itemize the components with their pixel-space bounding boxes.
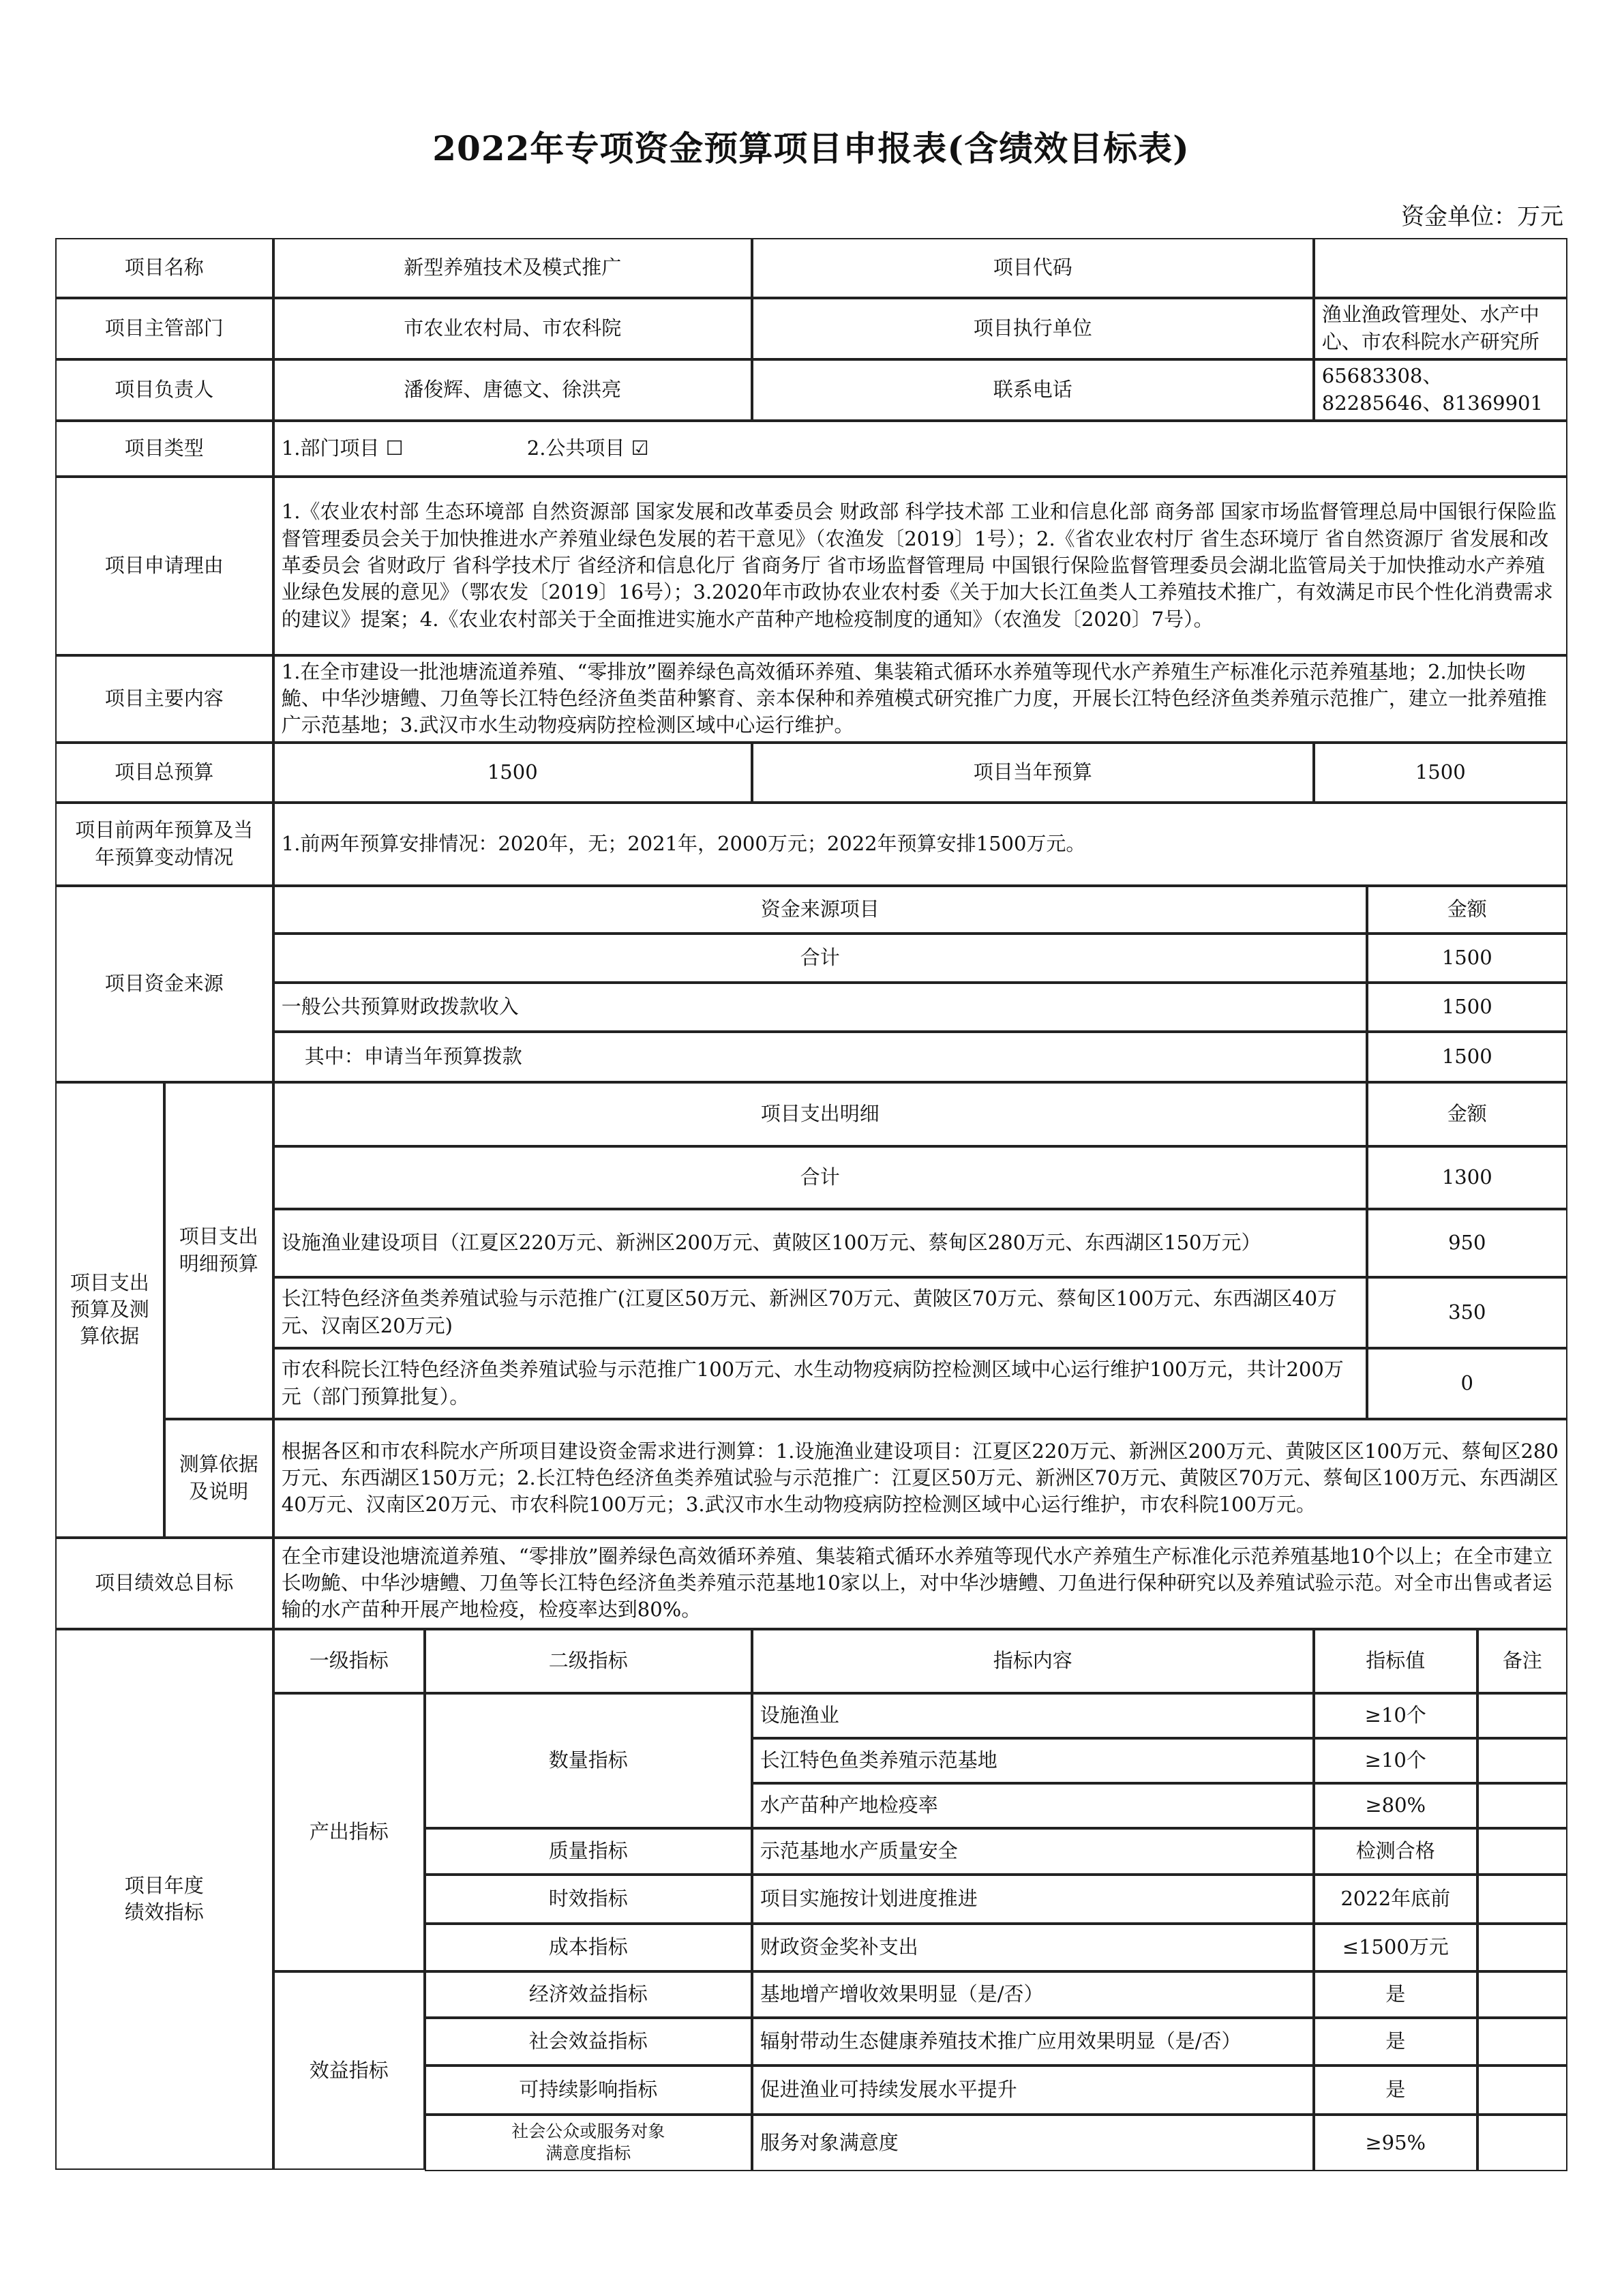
basis-text: 根据各区和市农科院水产所项目建设资金需求进行测算：1.设施渔业建设项目：江夏区220万元、新洲区200万元、黄陂区区100万元、蔡甸区280万元、东西湖区150万元；2.长江特色经济鱼类养殖试验与示范推广：江夏区50万元、新洲区70万元、黄陂区70万元、蔡甸区100万元、东西湖区40万元、汉南区20万元、市农科院100万元；3.武汉市水生动物疫病防控检测区域中心运行维护，市农科院100万元。	[273, 1419, 1567, 1538]
expense-row-amount: 350	[1367, 1277, 1567, 1348]
basis-label: 测算依据及说明	[164, 1419, 273, 1538]
indicator-value: ≥80%	[1314, 1783, 1477, 1828]
satisfaction-indicator-label: 社会公众或服务对象满意度指标	[425, 2115, 752, 2171]
indicators-label: 项目年度绩效指标	[55, 1629, 273, 2170]
total-budget-label: 项目总预算	[55, 743, 273, 803]
indicator-remark	[1477, 1924, 1567, 1971]
expense-row-amount: 950	[1367, 1209, 1567, 1277]
expense-row-item: 设施渔业建设项目（江夏区220万元、新洲区200万元、黄陂区100万元、蔡甸区280万元、东西湖区150万元）	[273, 1209, 1367, 1277]
content-text: 1.在全市建设一批池塘流道养殖、“零排放”圈养绿色高效循环养殖、集装箱式循环水养殖等现代水产养殖生产标准化示范养殖基地；2.加快长吻鮠、中华沙塘鳢、刀鱼等长江特色经济鱼类苗种繁育、亲本保种和养殖模式研究推广力度，开展长江特色经济鱼类养殖示范推广，建立一批养殖推广示范基地；3.武汉市水生动物疫病防控检测区域中心运行维护。	[273, 655, 1567, 743]
goal-label: 项目绩效总目标	[55, 1538, 273, 1629]
time-indicator-label: 时效指标	[425, 1875, 752, 1924]
exec-unit-label: 项目执行单位	[752, 298, 1314, 359]
year-budget-value: 1500	[1314, 743, 1567, 803]
indicator-header-content: 指标内容	[752, 1629, 1314, 1693]
expense-header-item: 项目支出明细	[273, 1082, 1367, 1146]
indicator-value: ≥10个	[1314, 1693, 1477, 1738]
indicator-remark	[1477, 2018, 1567, 2066]
indicator-content: 财政资金奖补支出	[752, 1924, 1314, 1971]
funding-row-item: 其中：申请当年预算拨款	[273, 1032, 1367, 1082]
indicator-remark	[1477, 1875, 1567, 1924]
indicator-header-level1: 一级指标	[273, 1629, 425, 1693]
funding-header-amount: 金额	[1367, 886, 1567, 934]
funding-header-item: 资金来源项目	[273, 886, 1367, 934]
indicator-content: 项目实施按计划进度推进	[752, 1875, 1314, 1924]
type-option-dept[interactable]: 1.部门项目 ☐	[281, 436, 404, 460]
indicator-header-value: 指标值	[1314, 1629, 1477, 1693]
indicator-remark	[1477, 1738, 1567, 1783]
indicator-remark	[1477, 2066, 1567, 2115]
indicator-remark	[1477, 2115, 1567, 2171]
indicator-content: 辐射带动生态健康养殖技术推广应用效果明显（是/否）	[752, 2018, 1314, 2066]
year-budget-label: 项目当年预算	[752, 743, 1314, 803]
type-options	[273, 421, 1567, 477]
indicator-header-remark: 备注	[1477, 1629, 1567, 1693]
expense-row-item: 长江特色经济鱼类养殖试验与示范推广(江夏区50万元、新洲区70万元、黄陂区70万元、蔡甸区100万元、东西湖区40万元、汉南区20万元)	[273, 1277, 1367, 1348]
expense-row-amount: 1300	[1367, 1146, 1567, 1209]
funding-row-amount: 1500	[1367, 983, 1567, 1032]
funding-row-amount: 1500	[1367, 934, 1567, 983]
type-label: 项目类型	[55, 421, 273, 477]
page-title: 2022年专项资金预算项目申报表(含绩效目标表)	[432, 128, 1190, 168]
expense-row-item: 市农科院长江特色经济鱼类养殖试验与示范推广100万元、水生动物疫病防控检测区域中心运行维护100万元，共计200万元（部门预算批复）。	[273, 1348, 1367, 1419]
funding-label: 项目资金来源	[55, 886, 273, 1082]
currency-unit: 资金单位：万元	[1401, 203, 1563, 230]
budget-change-text: 1.前两年预算安排情况：2020年，无；2021年，2000万元；2022年预算安排1500万元。	[273, 803, 1567, 886]
indicator-content: 服务对象满意度	[752, 2115, 1314, 2171]
content-label: 项目主要内容	[55, 655, 273, 743]
indicator-content: 长江特色鱼类养殖示范基地	[752, 1738, 1314, 1783]
total-budget-value: 1500	[273, 743, 752, 803]
indicator-value: ≥10个	[1314, 1738, 1477, 1783]
budget-change-label: 项目前两年预算及当年预算变动情况	[55, 803, 273, 886]
expense-header-amount: 金额	[1367, 1082, 1567, 1146]
dept-label: 项目主管部门	[55, 298, 273, 359]
indicator-header-level2: 二级指标	[425, 1629, 752, 1693]
indicator-content: 示范基地水产质量安全	[752, 1828, 1314, 1875]
type-option-public[interactable]: 2.公共项目 ☑	[526, 436, 649, 460]
indicator-value: ≥95%	[1314, 2115, 1477, 2171]
phone-value: 65683308、82285646、81369901	[1314, 359, 1567, 421]
reason-label: 项目申请理由	[55, 477, 273, 655]
indicator-content: 设施渔业	[752, 1693, 1314, 1738]
indicator-value: 是	[1314, 2018, 1477, 2066]
phone-label: 联系电话	[752, 359, 1314, 421]
indicator-value: 是	[1314, 1971, 1477, 2018]
indicator-value: 2022年底前	[1314, 1875, 1477, 1924]
benefit-indicator-label: 效益指标	[273, 1971, 425, 2170]
indicator-remark	[1477, 1693, 1567, 1738]
indicator-value: ≤1500万元	[1314, 1924, 1477, 1971]
project-code-value	[1314, 238, 1567, 298]
sustain-indicator-label: 可持续影响指标	[425, 2066, 752, 2115]
dept-value: 市农业农村局、市农科院	[273, 298, 752, 359]
social-indicator-label: 社会效益指标	[425, 2018, 752, 2066]
expense-detail-label: 项目支出明细预算	[164, 1082, 273, 1419]
expense-label: 项目支出预算及测算依据	[55, 1082, 164, 1538]
indicator-remark	[1477, 1828, 1567, 1875]
leader-value: 潘俊辉、唐德文、徐洪亮	[273, 359, 752, 421]
reason-text: 1.《农业农村部 生态环境部 自然资源部 国家发展和改革委员会 财政部 科学技术部 工业和信息化部 商务部 国家市场监督管理总局中国银行保险监督管理委员会关于加快推进水产养殖业绿色发展的若干意见》（农渔发〔2019〕1号）；2.《省农业农村厅 省生态环境厅 省自然资源厅 省发展和改革委员会 省财政厅 省科学技术厅 省经济和信息化厅 省商务厅 省市场监督管理局 中国银行保险监督管理委员会湖北监管局关于加快推动水产养殖业绿色发展的意见》（鄂农发〔2019〕16号）；3.2020年市政协农业农村委《关于加大长江鱼类人工养殖技术推广，有效满足市民个性化消费需求的建议》提案；4.《农业农村部关于全面推进实施水产苗种产地检疫制度的通知》（农渔发〔2020〕7号）。	[273, 477, 1567, 655]
output-indicator-label: 产出指标	[273, 1693, 425, 1971]
indicator-remark	[1477, 1971, 1567, 2018]
project-name-value: 新型养殖技术及模式推广	[273, 238, 752, 298]
project-code-label: 项目代码	[752, 238, 1314, 298]
expense-row-item: 合计	[273, 1146, 1367, 1209]
indicator-content: 水产苗种产地检疫率	[752, 1783, 1314, 1828]
funding-row-item: 合计	[273, 934, 1367, 983]
leader-label: 项目负责人	[55, 359, 273, 421]
expense-row-amount: 0	[1367, 1348, 1567, 1419]
funding-row-item: 一般公共预算财政拨款收入	[273, 983, 1367, 1032]
quantity-indicator-label: 数量指标	[425, 1693, 752, 1828]
exec-unit-value: 渔业渔政管理处、水产中心、市农科院水产研究所	[1314, 298, 1567, 359]
funding-row-amount: 1500	[1367, 1032, 1567, 1082]
indicator-remark	[1477, 1783, 1567, 1828]
project-name-label: 项目名称	[55, 238, 273, 298]
indicator-value: 是	[1314, 2066, 1477, 2115]
goal-text: 在全市建设池塘流道养殖、“零排放”圈养绿色高效循环养殖、集装箱式循环水养殖等现代水产养殖生产标准化示范养殖基地10个以上；在全市建立长吻鮠、中华沙塘鳢、刀鱼等长江特色经济鱼类养殖示范基地10家以上，对中华沙塘鳢、刀鱼进行保种研究以及养殖试验示范。对全市出售或者运输的水产苗种开展产地检疫，检疫率达到80%。	[273, 1538, 1567, 1629]
indicator-content: 基地增产增收效果明显（是/否）	[752, 1971, 1314, 2018]
indicator-content: 促进渔业可持续发展水平提升	[752, 2066, 1314, 2115]
economic-indicator-label: 经济效益指标	[425, 1971, 752, 2018]
cost-indicator-label: 成本指标	[425, 1924, 752, 1971]
indicator-value: 检测合格	[1314, 1828, 1477, 1875]
quality-indicator-label: 质量指标	[425, 1828, 752, 1875]
